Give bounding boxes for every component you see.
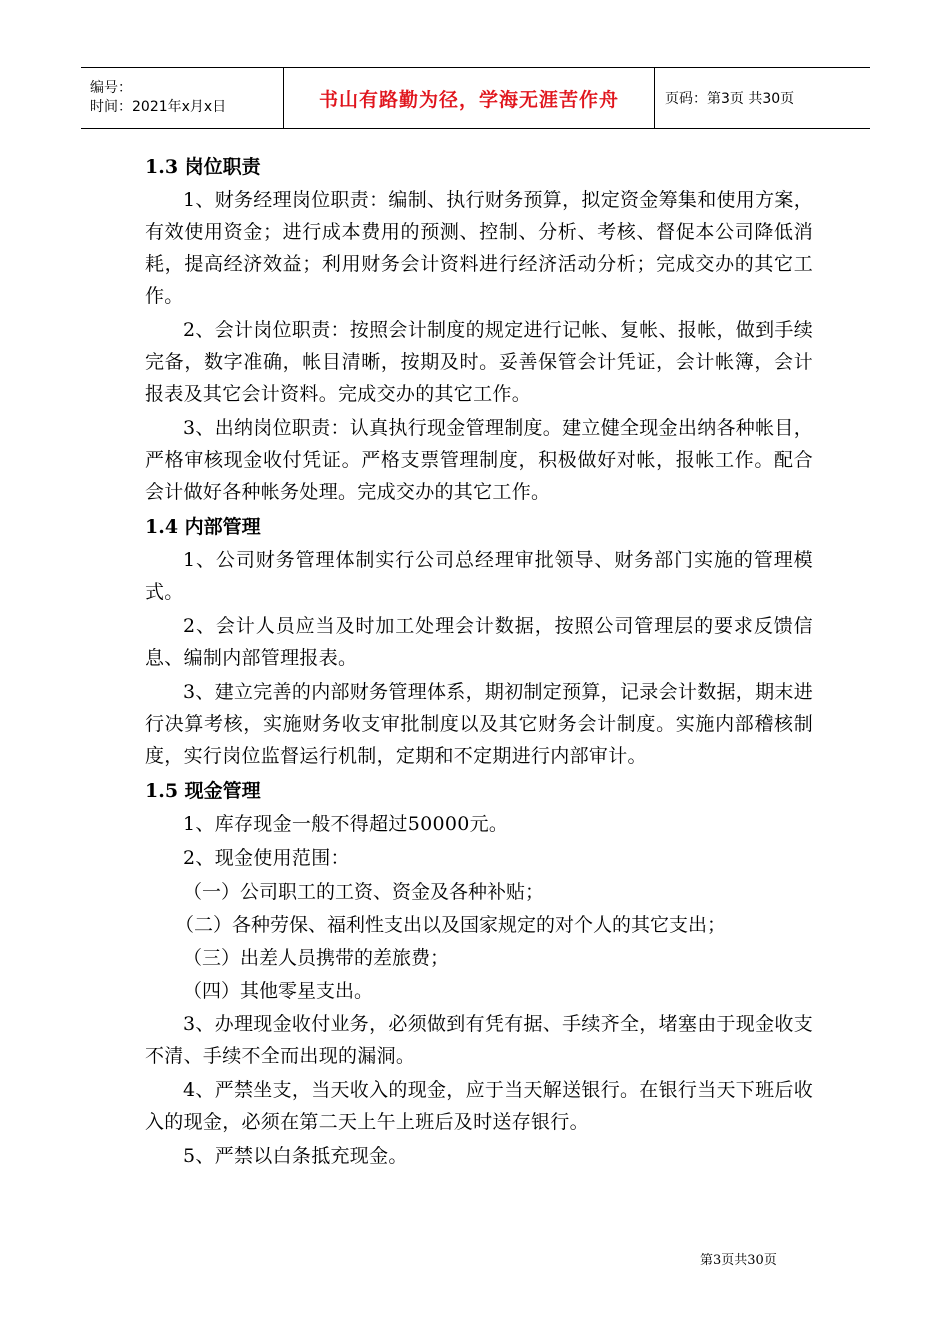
header-motto: 书山有路勤为径，学海无涯苦作舟 (283, 68, 655, 128)
paragraph: 1、公司财务管理体制实行公司总经理审批领导、财务部门实施的管理模式。 (145, 549, 813, 603)
number-label: 编号： (90, 80, 132, 96)
time-label: 时间：2021年x月x日 (90, 99, 227, 115)
list-item: （四）其他零星支出。 (183, 980, 374, 1002)
paragraph: 2、会计岗位职责：按照会计制度的规定进行记帐、复帐、报帐，做到手续完备，数字准确，帐目清晰，按期及时。妥善保管会计凭证，会计帐簿，会计报表及其它会计资料。完成交办的其它工作。 (145, 319, 813, 405)
paragraph: 3、建立完善的内部财务管理体系，期初制定预算，记录会计数据，期末进行决算考核，实施财务收支审批制度以及其它财务会计制度。实施内部稽核制度，实行岗位监督运行机制，定期和不定期进行内部审计。 (145, 681, 813, 767)
paragraph: 1、财务经理岗位职责：编制、执行财务预算，拟定资金筹集和使用方案，有效使用资金；进行成本费用的预测、控制、分析、考核、督促本公司降低消耗，提高经济效益；利用财务会计资料进行经济活动分析；完成交办的其它工作。 (145, 189, 813, 307)
paragraph: 2、现金使用范围： (183, 847, 350, 869)
header-page-info: 页码：第3页 共30页 (665, 91, 795, 107)
page-header (81, 67, 870, 129)
list-item: （三）出差人员携带的差旅费； (183, 947, 450, 969)
paragraph: 1、库存现金一般不得超过50000元。 (183, 813, 509, 835)
section-heading-1-5: 1.5 现金管理 (145, 780, 261, 802)
paragraph: 5、严禁以白条抵充现金。 (183, 1145, 408, 1167)
header-meta (81, 68, 283, 128)
paragraph: 3、办理现金收付业务，必须做到有凭有据、手续齐全，堵塞由于现金收支不清、手续不全而出现的漏洞。 (145, 1013, 813, 1067)
section-heading-1-4: 1.4 内部管理 (145, 516, 261, 538)
paragraph: 2、会计人员应当及时加工处理会计数据，按照公司管理层的要求反馈信息、编制内部管理报表。 (145, 615, 813, 669)
list-item: （二）各种劳保、福利性支出以及国家规定的对个人的其它支出； (175, 914, 727, 936)
page-footer: 第3页共30页 (700, 1253, 777, 1268)
paragraph: 4、严禁坐支，当天收入的现金，应于当天解送银行。在银行当天下班后收入的现金，必须在第二天上午上班后及时送存银行。 (145, 1079, 813, 1133)
section-heading-1-3: 1.3 岗位职责 (145, 156, 261, 178)
document-body (145, 150, 813, 1174)
list-item: （一）公司职工的工资、资金及各种补贴； (183, 881, 545, 903)
paragraph: 3、出纳岗位职责：认真执行现金管理制度。建立健全现金出纳各种帐目，严格审核现金收付凭证。严格支票管理制度，积极做好对帐，报帐工作。配合会计做好各种帐务处理。完成交办的其它工作。 (145, 417, 813, 503)
